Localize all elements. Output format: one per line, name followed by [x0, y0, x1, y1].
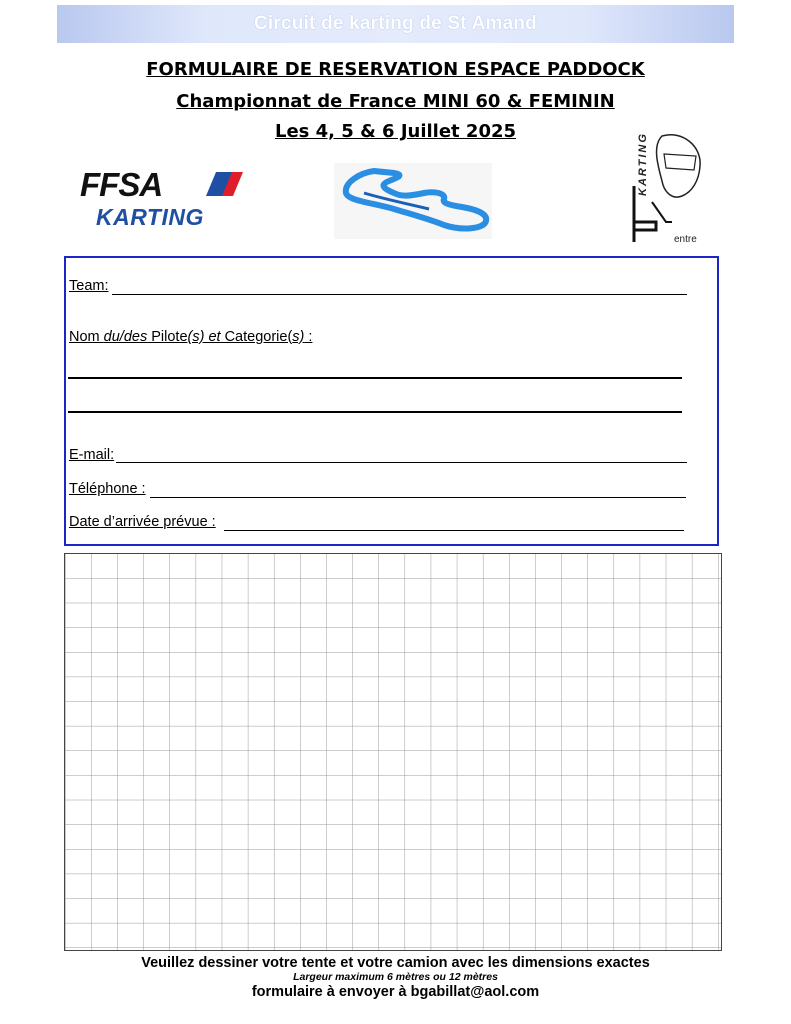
banner-title: Circuit de karting de St Amand	[254, 13, 537, 34]
pilot-input-line-2[interactable]	[68, 411, 682, 413]
pilot-label-part: Categorie(	[220, 329, 293, 345]
kc-arm-icon	[652, 202, 672, 222]
circuit-track-logo	[334, 163, 492, 239]
pilot-label-part: Nom	[69, 329, 104, 345]
pilot-label-italic: du/des	[103, 329, 148, 345]
track-outline	[346, 171, 486, 228]
helmet-visor-icon	[664, 154, 696, 170]
championship-title: Championnat de France MINI 60 & FEMININ	[176, 91, 615, 112]
pilot-input-line-1[interactable]	[68, 377, 682, 379]
phone-input-line[interactable]	[150, 497, 686, 498]
form-title: FORMULAIRE DE RESERVATION ESPACE PADDOCK	[146, 59, 645, 80]
kc-bottom-text: entre	[674, 234, 697, 245]
drawing-instruction: Veuillez dessiner votre tente et votre camion avec les dimensions exactes	[141, 955, 650, 971]
kc-vertical-text: KARTING	[637, 132, 649, 196]
team-input-line[interactable]	[112, 294, 687, 295]
email-label: E-mail:	[69, 447, 115, 463]
phone-label: Téléphone :	[69, 481, 146, 497]
pilot-category-label	[69, 329, 312, 345]
arrival-date-input-line[interactable]	[224, 530, 684, 531]
header-banner	[57, 5, 734, 43]
helmet-icon	[657, 135, 701, 197]
ffsa-karting-text: KARTING	[96, 204, 204, 230]
pilot-label-part: :	[304, 329, 313, 345]
send-instruction: formulaire à envoyer à bgabillat@aol.com	[251, 984, 540, 1000]
contact-form-box	[64, 256, 719, 546]
pilot-label-italic: (s) et	[187, 329, 221, 345]
grid-cells	[65, 554, 721, 950]
team-label: Team:	[69, 278, 109, 294]
karting-centre-logo	[622, 126, 710, 246]
event-dates: Les 4, 5 & 6 Juillet 2025	[274, 121, 517, 142]
width-note: Largeur maximum 6 mètres ou 12 mètres	[293, 971, 498, 983]
ffsa-logo-text: FFSA	[80, 168, 163, 203]
ffsa-karting-logo	[78, 168, 246, 230]
arrival-date-label: Date d’arrivée prévue :	[69, 514, 216, 530]
drawing-grid[interactable]	[64, 553, 722, 951]
pilot-label-italic: s)	[292, 329, 305, 345]
email-input-line[interactable]	[116, 462, 687, 463]
pilot-label-part: Pilote	[147, 329, 188, 345]
